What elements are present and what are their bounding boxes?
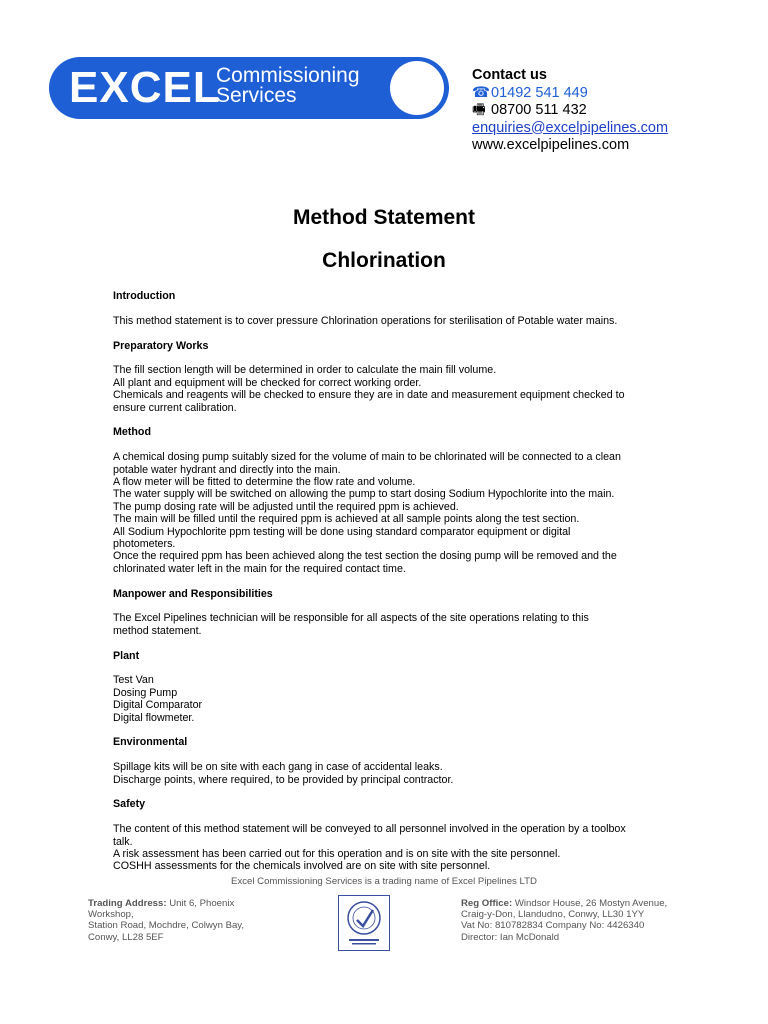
logo-subtitle: Commissioning Services — [216, 64, 360, 107]
company-logo — [49, 57, 449, 119]
footer-reg-office: Reg Office: Windsor House, 26 Mostyn Avenue, Craig-y-Don, Llandudno, Conwy, LL30 1YY Vat No: 810782834 Company No: 4426340 Director: Ian McDonald — [461, 898, 668, 943]
section-body-method: A chemical dosing pump suitably sized for the volume of main to be chlorinated will be connected to a clean potable water hydrant and directly into the main. A flow meter will be fitted to determine the flow rate and volume. The water supply will be switched on allowing the pump to start dosing Sodium Hypochlorite into the main. The pump dosing rate will be adjusted until the required ppm is achieved. The main will be filled until the required ppm is achieved at all sample points along the test section. All Sodium Hypochlorite ppm testing will be done using standard comparator equipment or digital photometers. Once the required ppm has been achieved along the test section the dosing pump will be removed and the chlorinated water left in the main for the required contact time. — [113, 451, 621, 575]
reg-office-label: Reg Office: — [461, 898, 513, 909]
document-subtitle: Chlorination — [322, 249, 446, 272]
fax-icon: 🖷 — [472, 102, 486, 118]
section-heading-manpower: Manpower and Responsibilities — [113, 587, 273, 600]
certification-badge-icon — [338, 895, 390, 951]
phone-line — [472, 85, 668, 103]
logo-brand: EXCEL — [69, 63, 221, 112]
section-heading-introduction: Introduction — [113, 290, 176, 302]
phone-icon: ☎ — [472, 84, 491, 101]
section-heading-preparatory: Preparatory Works — [113, 339, 209, 352]
contact-block — [472, 67, 668, 155]
section-body-preparatory: The fill section length will be determined in order to calculate the main fill volume. All plant and equipment will be checked for correct working order. Chemicals and reagents will be checked to ensure they are in date and measurement equipment checked to ensure current calibration. — [113, 364, 625, 414]
section-body-environmental: Spillage kits will be on site with each gang in case of accidental leaks. Discharge points, where required, to be provided by principal contractor. — [113, 761, 454, 786]
email-link[interactable]: enquiries@excelpipelines.com — [472, 119, 669, 136]
website-text: www.excelpipelines.com — [472, 137, 630, 153]
footer-trading-address: Trading Address: Unit 6, Phoenix Workshop, Station Road, Mochdre, Colwyn Bay, Conwy, LL28 5EF — [88, 898, 245, 943]
phone-number: 01492 541 449 — [491, 84, 588, 101]
section-heading-plant: Plant — [113, 649, 140, 662]
section-body-safety: The content of this method statement will be conveyed to all personnel involved in the operation by a toolbox talk. A risk assessment has been carried out for this operation and is on site with the site personnel. COSHH assessments for the chemicals involved are on site with site personnel. — [113, 823, 626, 873]
logo-circle-icon — [390, 61, 444, 115]
footer-trading-name: Excel Commissioning Services is a trading name of Excel Pipelines LTD — [231, 876, 537, 887]
section-heading-safety: Safety — [113, 798, 146, 811]
contact-heading: Contact us — [472, 67, 547, 83]
document-body — [113, 290, 673, 885]
section-heading-environmental: Environmental — [113, 736, 188, 749]
document-title: Method Statement — [292, 206, 475, 229]
section-body-manpower: The Excel Pipelines technician will be responsible for all aspects of the site operations relating to this method statement. — [113, 612, 589, 637]
fax-line — [472, 102, 668, 120]
section-body-introduction: This method statement is to cover pressure Chlorination operations for sterilisation of Potable water mains. — [113, 314, 618, 327]
fax-number: 08700 511 432 — [491, 102, 587, 118]
section-heading-method: Method — [113, 426, 151, 439]
trading-address-label: Trading Address: — [88, 898, 167, 909]
section-body-plant: Test Van Dosing Pump Digital Comparator Digital flowmeter. — [113, 674, 203, 724]
